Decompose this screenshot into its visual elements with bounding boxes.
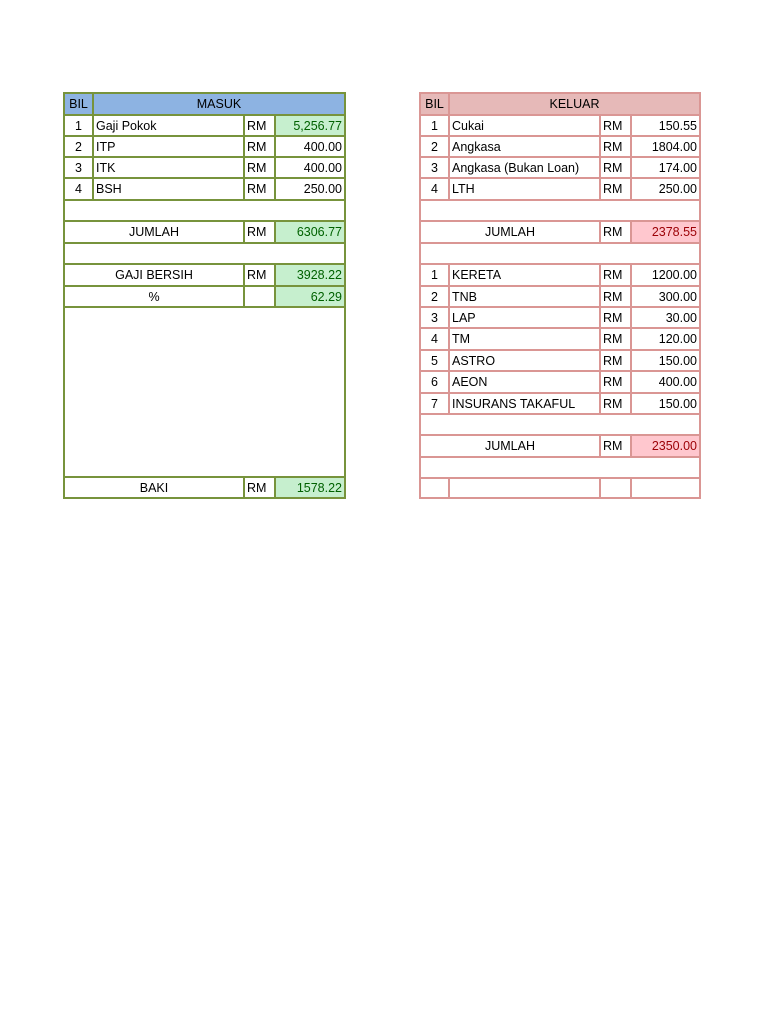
desc-cell[interactable]: TM	[450, 329, 601, 349]
rm-cell[interactable]: RM	[601, 308, 632, 327]
rm-cell[interactable]: RM	[601, 351, 632, 370]
desc-cell[interactable]: BSH	[94, 179, 245, 199]
table-row	[65, 179, 344, 201]
table-row	[421, 351, 699, 372]
table-row	[421, 394, 699, 415]
rm-cell[interactable]: RM	[245, 265, 276, 285]
bil-cell[interactable]: 2	[421, 137, 450, 156]
empty-cell[interactable]	[421, 479, 450, 497]
masuk-header-row	[65, 94, 344, 116]
rm-cell[interactable]: RM	[245, 179, 276, 199]
amount-cell[interactable]: 400.00	[303, 139, 342, 154]
blank-cell[interactable]	[421, 201, 699, 220]
percent-row	[65, 287, 344, 308]
rm-cell[interactable]: RM	[601, 287, 632, 306]
jumlah-amount[interactable]: 2350.00	[632, 436, 699, 456]
bil-cell[interactable]: 3	[421, 308, 450, 327]
bil-cell[interactable]: 4	[421, 179, 450, 199]
bil-cell[interactable]: 2	[421, 287, 450, 306]
bil-cell[interactable]: 1	[421, 265, 450, 285]
blank-cell[interactable]	[65, 201, 344, 220]
jumlah-amount[interactable]: 2378.55	[632, 222, 699, 242]
desc-cell[interactable]: ASTRO	[450, 351, 601, 370]
empty-cell[interactable]	[632, 479, 699, 497]
jumlah-label[interactable]: JUMLAH	[421, 436, 601, 456]
keluar-title-header[interactable]: KELUAR	[450, 94, 699, 114]
desc-cell[interactable]: Angkasa (Bukan Loan)	[450, 158, 601, 177]
jumlah-label[interactable]: JUMLAH	[65, 222, 245, 242]
bil-cell[interactable]: 3	[421, 158, 450, 177]
empty-grid-row	[421, 479, 699, 497]
desc-cell[interactable]: Cukai	[450, 116, 601, 135]
desc-cell[interactable]: INSURANS TAKAFUL	[450, 394, 601, 413]
table-row	[421, 329, 699, 351]
bil-cell[interactable]: 6	[421, 372, 450, 392]
gaji-bersih-label[interactable]: GAJI BERSIH	[65, 265, 245, 285]
table-row	[421, 158, 699, 179]
table-row	[421, 116, 699, 137]
rm-cell[interactable]: RM	[245, 222, 276, 242]
percent-amount[interactable]: 62.29	[276, 287, 344, 306]
table-row	[421, 287, 699, 308]
amount-cell[interactable]: 150.55	[658, 118, 697, 133]
keluar-jumlah-row	[421, 222, 699, 244]
table-row	[65, 158, 344, 179]
baki-label[interactable]: BAKI	[65, 478, 245, 497]
keluar-table	[419, 92, 701, 499]
table-row	[65, 137, 344, 158]
amount-cell[interactable]: 30.00	[665, 310, 697, 325]
keluar-jumlah-row	[421, 436, 699, 458]
table-row	[65, 116, 344, 137]
jumlah-amount[interactable]: 6306.77	[276, 222, 344, 242]
rm-cell[interactable]: RM	[245, 116, 276, 135]
rm-cell[interactable]: RM	[601, 436, 632, 456]
masuk-table	[63, 92, 346, 499]
desc-cell[interactable]: ITK	[94, 158, 245, 177]
desc-cell[interactable]: KERETA	[450, 265, 601, 285]
gaji-bersih-row	[65, 265, 344, 287]
amount-cell[interactable]: 1200.00	[651, 268, 697, 282]
masuk-title-header[interactable]: MASUK	[94, 94, 344, 114]
blank-row	[65, 244, 344, 265]
blank-cell[interactable]	[65, 244, 344, 263]
rm-cell[interactable]: RM	[601, 158, 632, 177]
amount-cell[interactable]: 5,256.77	[276, 116, 344, 135]
bil-cell[interactable]: 1	[421, 116, 450, 135]
bil-cell[interactable]: 1	[65, 116, 94, 135]
rm-cell[interactable]: RM	[245, 158, 276, 177]
bil-cell[interactable]: 7	[421, 394, 450, 413]
masuk-bil-header[interactable]: BIL	[65, 94, 94, 114]
keluar-bil-header[interactable]: BIL	[421, 94, 450, 114]
table-row	[421, 372, 699, 394]
amount-cell[interactable]: 150.00	[658, 396, 697, 411]
baki-amount[interactable]: 1578.22	[276, 478, 344, 497]
jumlah-label[interactable]: JUMLAH	[421, 222, 601, 242]
gaji-bersih-amount[interactable]: 3928.22	[276, 265, 344, 285]
blank-row	[421, 458, 699, 479]
amount-cell[interactable]: 1804.00	[651, 139, 697, 154]
amount-cell[interactable]: 150.00	[658, 353, 697, 368]
blank-row	[421, 201, 699, 222]
desc-cell[interactable]: Gaji Pokok	[94, 116, 245, 135]
blank-cell[interactable]	[421, 458, 699, 477]
bil-cell[interactable]: 3	[65, 158, 94, 177]
keluar-header-row	[421, 94, 699, 116]
rm-cell[interactable]: RM	[601, 394, 632, 413]
desc-cell[interactable]: ITP	[94, 137, 245, 156]
blank-cell[interactable]	[421, 244, 699, 263]
empty-area	[65, 308, 344, 478]
empty-area-cell[interactable]	[65, 308, 344, 476]
table-row	[421, 179, 699, 201]
amount-cell[interactable]: 400.00	[303, 160, 342, 175]
bil-cell[interactable]: 4	[421, 329, 450, 349]
amount-cell[interactable]: 174.00	[658, 160, 697, 175]
amount-cell[interactable]: 120.00	[658, 332, 697, 346]
rm-cell[interactable]: RM	[601, 372, 632, 392]
amount-cell[interactable]: 250.00	[658, 182, 697, 196]
masuk-jumlah-row	[65, 222, 344, 244]
rm-cell[interactable]: RM	[601, 116, 632, 135]
amount-cell[interactable]: 300.00	[658, 289, 697, 304]
desc-cell[interactable]: LTH	[450, 179, 601, 199]
desc-cell[interactable]: TNB	[450, 287, 601, 306]
bil-cell[interactable]: 5	[421, 351, 450, 370]
desc-cell[interactable]: AEON	[450, 372, 601, 392]
percent-label[interactable]: %	[65, 287, 245, 306]
rm-cell[interactable]: RM	[601, 265, 632, 285]
blank-row	[65, 201, 344, 222]
desc-cell[interactable]: LAP	[450, 308, 601, 327]
empty-rm-cell[interactable]	[245, 287, 276, 306]
blank-cell[interactable]	[421, 415, 699, 434]
desc-cell[interactable]: Angkasa	[450, 137, 601, 156]
table-row	[421, 265, 699, 287]
rm-cell[interactable]: RM	[601, 222, 632, 242]
rm-cell[interactable]: RM	[601, 329, 632, 349]
rm-cell[interactable]: RM	[601, 179, 632, 199]
empty-cell[interactable]	[450, 479, 601, 497]
table-row	[421, 137, 699, 158]
bil-cell[interactable]: 4	[65, 179, 94, 199]
amount-cell[interactable]: 250.00	[303, 182, 342, 196]
rm-cell[interactable]: RM	[245, 478, 276, 497]
rm-cell[interactable]: RM	[601, 137, 632, 156]
empty-cell[interactable]	[601, 479, 632, 497]
table-row	[421, 308, 699, 329]
rm-cell[interactable]: RM	[245, 137, 276, 156]
baki-row	[65, 478, 344, 497]
bil-cell[interactable]: 2	[65, 137, 94, 156]
blank-row	[421, 415, 699, 436]
amount-cell[interactable]: 400.00	[658, 375, 697, 389]
blank-row	[421, 244, 699, 265]
